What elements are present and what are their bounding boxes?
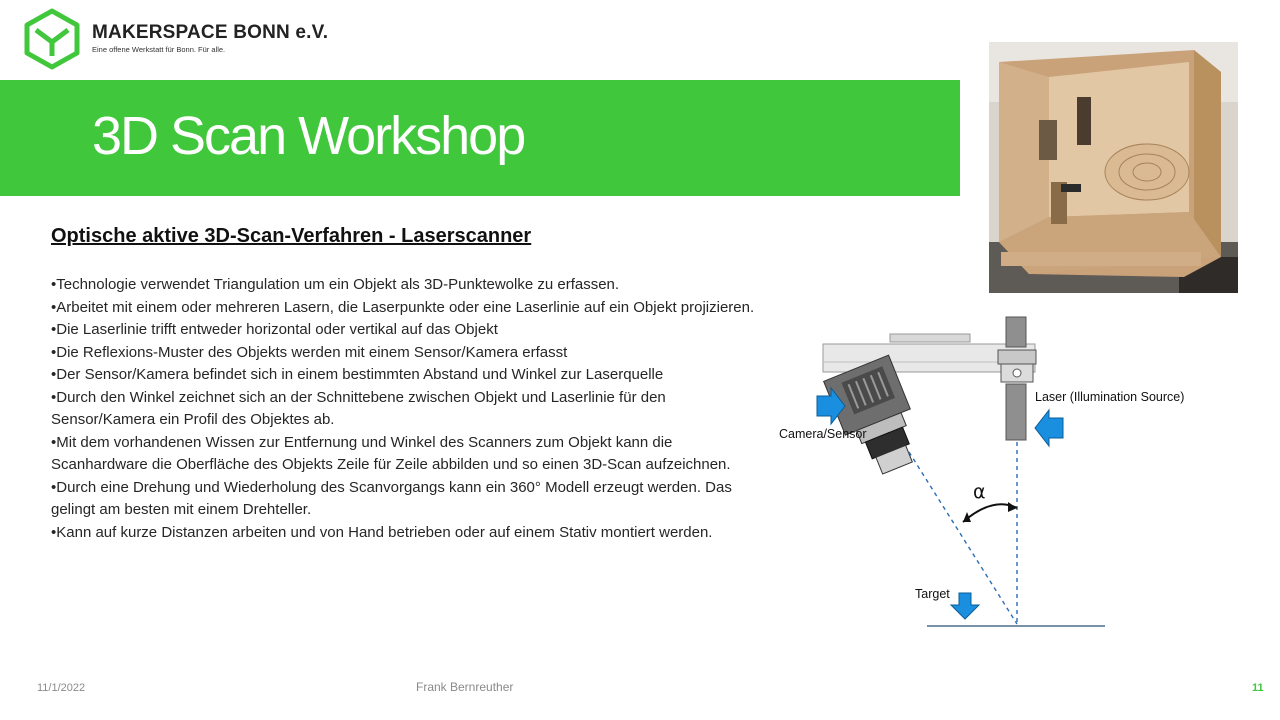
laser-triangulation-diagram (775, 312, 1195, 632)
footer-author: Frank Bernreuther (416, 680, 514, 694)
makerspace-logo-icon (22, 8, 82, 70)
page-title: 3D Scan Workshop (92, 106, 525, 166)
bullet-item: •Die Laserlinie trifft entweder horizontal oder vertikal auf das Objekt (51, 321, 498, 338)
section-subtitle: Optische aktive 3D-Scan-Verfahren - Laserscanner (51, 225, 532, 247)
target-arrow-icon (951, 593, 979, 619)
bullet-item: •Die Reflexions-Muster des Objekts werden mit einem Sensor/Kamera erfasst (51, 343, 568, 361)
camera-sensor (824, 355, 929, 481)
bullet-list (51, 274, 763, 544)
camera-label: Camera/Sensor (779, 427, 867, 441)
brand-tagline: Eine offene Werkstatt für Bonn. Für alle. (92, 45, 226, 54)
bullet-item: •Kann auf kurze Distanzen arbeiten und von Hand betrieben oder auf einem Stativ montiert werden. (51, 523, 713, 541)
bullet-item: •Technologie verwendet Triangulation um ein Objekt als 3D-Punktewolke zu erfassen. (51, 276, 620, 293)
laser-illumination-source (998, 317, 1036, 440)
laser-arrow-icon (1035, 410, 1063, 446)
page-number: 11 (1252, 682, 1264, 694)
target-label: Target (915, 587, 950, 601)
brand-name: MAKERSPACE BONN e.V. (92, 22, 329, 43)
bullet-item: •Durch eine Drehung und Wiederholung des Scanvorgangs kann ein 360° Modell erzeugt werden. Das gelingt am besten mit einem Drehteller. (51, 478, 732, 518)
bullet-item: •Durch den Winkel zeichnet sich an der Schnittebene zwischen Objekt und Laserlinie für den Sensor/Kamera ein Profil des Objektes ab. (51, 388, 666, 428)
laser-label: Laser (Illumination Source) (1035, 390, 1185, 404)
bullet-item: •Der Sensor/Kamera befindet sich in einem bestimmten Abstand und Winkel zur Laserquelle (51, 366, 664, 383)
angle-label: α (973, 481, 986, 503)
bullet-item: •Arbeitet mit einem oder mehreren Lasern, die Laserpunkte oder eine Laserlinie auf ein Objekt projizieren. (51, 298, 755, 316)
scanner-box-photo (989, 42, 1238, 293)
bullet-item: •Mit dem vorhandenen Wissen zur Entfernung und Winkel des Scanners zum Objekt kann die Scanhardware die Oberfläche des Objekts Zeile für Zeile abbilden und so einen 3D-Scan aufzeichnen. (51, 433, 731, 473)
footer-date: 11/1/2022 (37, 682, 86, 694)
